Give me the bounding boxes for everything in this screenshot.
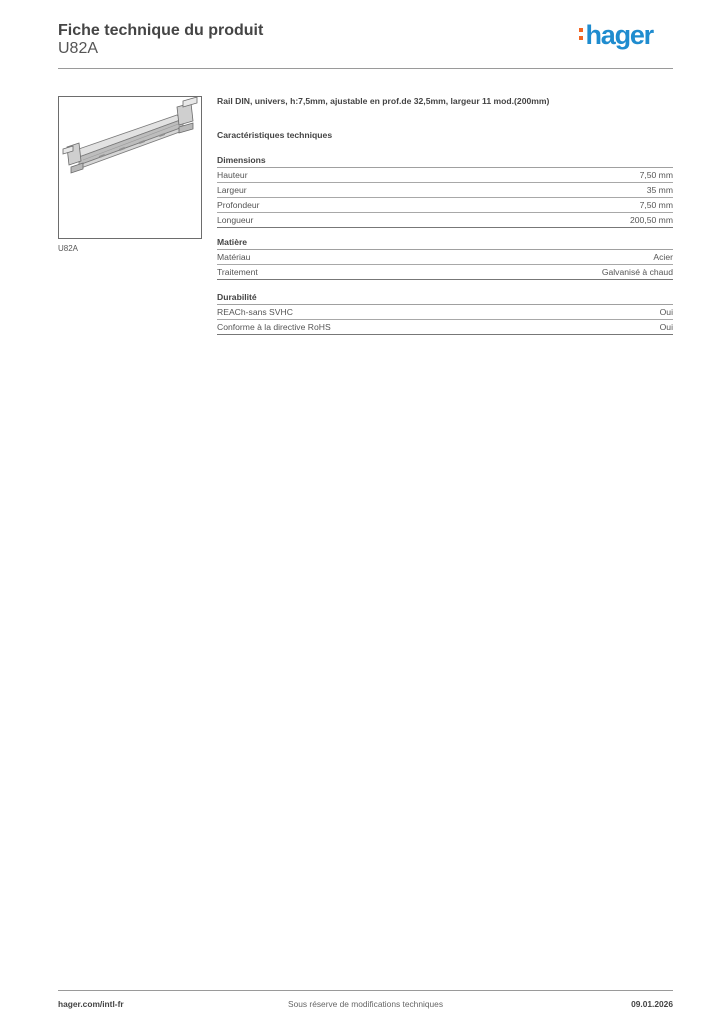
spec-value: Acier xyxy=(653,252,673,262)
din-rail-icon xyxy=(59,97,201,238)
spec-row xyxy=(217,213,673,228)
spec-label: Traitement xyxy=(217,267,258,277)
document-title: Fiche technique du produit xyxy=(58,22,264,39)
spec-value: 200,50 mm xyxy=(630,215,673,225)
spec-row xyxy=(217,183,673,198)
logo-text: hager xyxy=(585,20,653,50)
product-image-caption: U82A xyxy=(58,244,79,253)
footer-website-link[interactable]: hager.com/intl-fr xyxy=(58,999,124,1009)
product-reference: U82A xyxy=(58,40,99,57)
spec-label: Matériau xyxy=(217,252,251,262)
spec-group-dimensions xyxy=(217,154,673,228)
spec-row xyxy=(217,265,673,280)
spec-group-title: Durabilité xyxy=(217,291,673,305)
spec-row xyxy=(217,198,673,213)
spec-row xyxy=(217,168,673,183)
page-header xyxy=(58,20,673,69)
spec-value: 7,50 mm xyxy=(639,170,673,180)
footer-notice: Sous réserve de modifications techniques xyxy=(287,999,444,1009)
specs-heading: Caractéristiques techniques xyxy=(217,130,333,140)
spec-label: REACh-sans SVHC xyxy=(217,307,293,317)
footer-date: 09.01.2026 xyxy=(631,999,673,1009)
spec-value: Oui xyxy=(659,322,673,332)
spec-group-title: Dimensions xyxy=(217,154,673,168)
product-description: Rail DIN, univers, h:7,5mm, ajustable en prof.de 32,5mm, largeur 11 mod.(200mm) xyxy=(217,96,550,106)
logo-dots-icon xyxy=(579,28,583,44)
spec-label: Profondeur xyxy=(217,200,260,210)
spec-label: Largeur xyxy=(217,185,247,195)
spec-label: Longueur xyxy=(217,215,254,225)
spec-row xyxy=(217,305,673,320)
spec-label: Conforme à la directive RoHS xyxy=(217,322,331,332)
page-footer xyxy=(58,990,673,1011)
spec-value: Galvanisé à chaud xyxy=(601,267,673,277)
spec-value: 35 mm xyxy=(646,185,673,195)
product-image xyxy=(58,96,202,239)
spec-group-title: Matière xyxy=(217,236,673,250)
spec-row xyxy=(217,250,673,265)
hager-logo xyxy=(579,20,653,51)
spec-group-durability xyxy=(217,291,673,335)
spec-row xyxy=(217,320,673,335)
spec-value: 7,50 mm xyxy=(639,200,673,210)
spec-label: Hauteur xyxy=(217,170,248,180)
spec-value: Oui xyxy=(659,307,673,317)
spec-group-material xyxy=(217,236,673,280)
